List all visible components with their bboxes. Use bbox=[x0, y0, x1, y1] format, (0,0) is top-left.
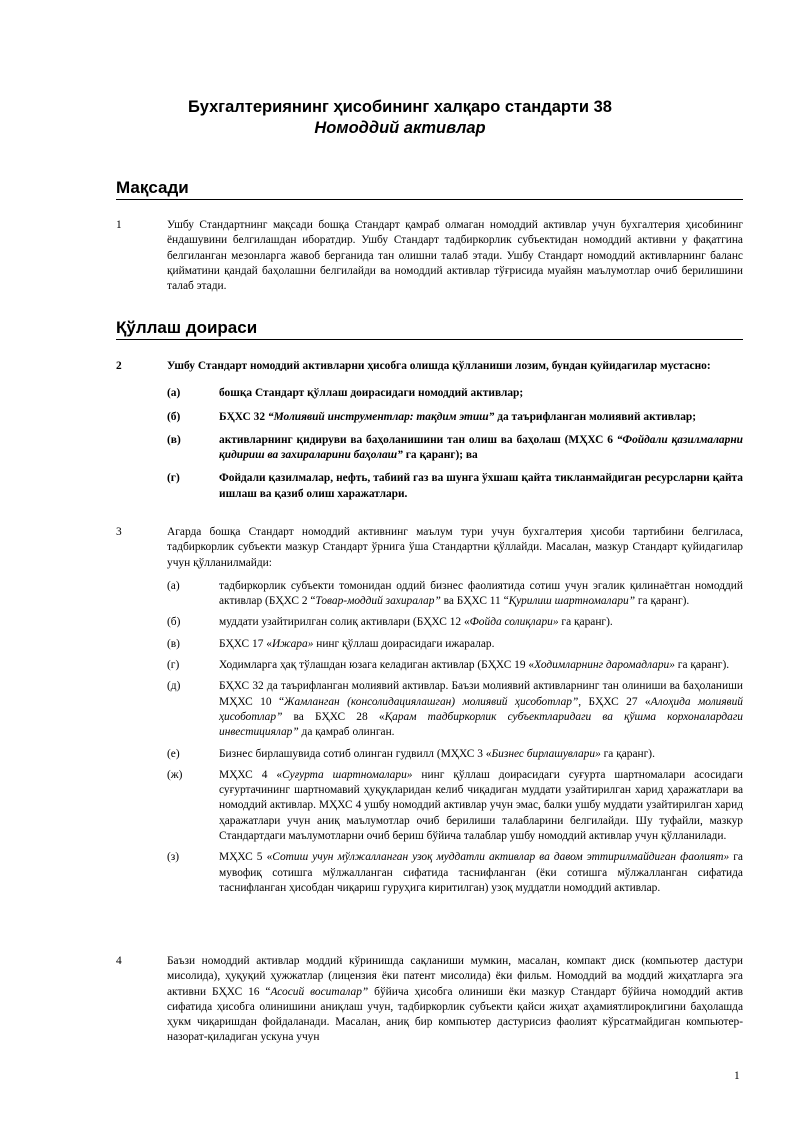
paragraph-2 bbox=[116, 359, 743, 502]
list-item-label: (в) bbox=[167, 637, 180, 650]
list-item bbox=[167, 679, 743, 740]
paragraph-intro: Агарда бошқа Стандарт номоддий активнинг маълум тури учун бухгалтерия ҳисоби тартибини белгиласа, тадбиркорлик субъекти мазкур Стандарт ўрнига ўша Стандартни қўллайди. Масалан, мазкур Стандарт қуйидагилар учун қўлланилмайди: bbox=[167, 526, 743, 569]
section-heading-scope: Қўллаш доираси bbox=[116, 318, 743, 340]
list-item-label: (г) bbox=[167, 472, 180, 485]
citation: Ижара» bbox=[271, 637, 314, 650]
list-item-text: да қамраб олинган. bbox=[298, 726, 395, 739]
paragraph-3 bbox=[116, 525, 743, 896]
list-item-text: да таърифланган молиявий активлар; bbox=[494, 410, 697, 423]
list-item-text: ва БҲХС 28 « bbox=[282, 710, 385, 723]
paragraph-number: 3 bbox=[116, 526, 122, 538]
citation: Фойда солиқлари» bbox=[469, 616, 559, 629]
list-item-text: БҲХС 32 да таърифланган молиявий активлар. Баъзи молиявий активларнинг тан олиниши ва баҳоланиши МҲХС 10 “ bbox=[219, 680, 743, 708]
list-item-label: (а) bbox=[167, 387, 181, 400]
citation: Алоҳида молиявий ҳисоботлар” bbox=[219, 695, 743, 723]
list-item bbox=[167, 637, 743, 652]
list-item-text: га қаранг). bbox=[674, 659, 730, 672]
list-item-label: (г) bbox=[167, 659, 180, 672]
citation: “Молиявий инструментлар: тақдим этиш” bbox=[267, 410, 495, 423]
list-item-label: (з) bbox=[167, 851, 180, 864]
list-item-label: (ж) bbox=[167, 768, 183, 781]
citation: Жамланган (консолидациялашган) молиявий ҳисоботлар” bbox=[284, 695, 579, 708]
citation: Ходимларнинг даромадлари» bbox=[534, 659, 675, 672]
list-item bbox=[167, 768, 743, 844]
list-item-text: Ходимларга ҳақ тўлашдан юзага келадиган активлар (БҲХС 19 « bbox=[219, 659, 535, 672]
list-item bbox=[167, 658, 743, 673]
list-item-label: (д) bbox=[167, 680, 181, 693]
list-item-text: БҲХС 17 « bbox=[219, 637, 272, 650]
list-item bbox=[167, 386, 743, 401]
list-item-text: га қаранг); ва bbox=[402, 449, 478, 462]
list-item-text: МҲХС 4 « bbox=[219, 768, 283, 781]
list-item-text: бошқа Стандарт қўллаш доирасидаги номоддий активлар; bbox=[219, 387, 524, 400]
paragraph-4 bbox=[116, 954, 743, 1046]
list-item-label: (а) bbox=[167, 579, 180, 592]
list-item-text: , БҲХС 27 « bbox=[578, 695, 651, 708]
list-item-text: нинг қўллаш доирасидаги ижаралар. bbox=[313, 637, 495, 650]
list-item-text: Бизнес бирлашувида сотиб олинган гудвилл (МҲХС 3 « bbox=[219, 747, 492, 760]
list-item-label: (е) bbox=[167, 747, 180, 760]
citation: “Фойдали қазилмаларни қидириш ва захираларини баҳолаш” bbox=[219, 433, 743, 462]
list-item bbox=[167, 850, 743, 896]
citation: Сотиш учун мўлжалланган узоқ муддатли активлар ва давом эттирилмайдиган фаолият» bbox=[272, 851, 730, 864]
list-item bbox=[167, 747, 743, 762]
title-line-1: Бухгалтериянинг ҳисобининг халқаро стандарти 38 bbox=[188, 98, 612, 116]
list-item bbox=[167, 410, 743, 425]
paragraph-text: Ушбу Стандартнинг мақсади бошқа Стандарт қамраб олмаган номоддий активлар учун бухгалтерия ҳисобининг ёндашувини белгилашдан иборатдир. Ушбу Стандарт тадбиркорлик субъектидан номоддий активни у фақатгина белгиланган мезонларга жавоб берганида тан олишни талаб этади. Ушбу Стандарт номоддий активларнинг баланс қийматини қандай баҳолашни белгилайди ва номоддий активлар тўғрисида муайян маълумотлар очиб берилишини талаб этади. bbox=[167, 219, 743, 293]
list-item-label: (в) bbox=[167, 433, 181, 446]
paragraph-text: Баъзи номоддий активлар моддий кўринишда сақланиши мумкин, масалан, компакт диск (компьютер дастури мисолида), ҳуқуқий ҳужжатлар (лицензия ёки патент мисолида) ёки фильм. Номоддий ва моддий жиҳатларга эга активни БҲХС 16 “ bbox=[167, 955, 743, 998]
list-item-text: га қаранг). bbox=[600, 747, 655, 760]
paragraph-number: 4 bbox=[116, 955, 122, 967]
section-heading-objective: Мақсади bbox=[116, 178, 743, 200]
list-item-text: га мувофиқ сотишга мўлжалланган сифатида таснифланган (ёки сотишга мўлжалланган сифатида таснифланган ҳисобдан чиқариш гуруҳига киритилган) узоқ муддатли номоддий активлар. bbox=[219, 851, 743, 894]
document-title bbox=[0, 97, 800, 139]
list-item-text: нинг қўллаш доирасидаги суғурта шартномалари асосидаги суғуртачининг шартномавий ҳуқуқларидан келиб чиқадиган муддати узайтирилган харид ҳаражатлари ва номоддий активлар. МҲХС 4 ушбу номоддий активлар учун эмас, балки ушбу муддати узайтирилган харид ҳаражатлари учун аниқ маълумотлар очиб берилиши талабларини белгилайди. Шу туфайли, мазкур Стандартдаги маълумотларни очиб бериш бўйича талаблар ушбу номоддий активлар учун қўлланилади. bbox=[219, 768, 743, 843]
paragraph-number: 1 bbox=[116, 219, 122, 231]
list-item-text: активларнинг қидируви ва баҳоланишини тан олиш ва баҳолаш (МҲХС 6 bbox=[219, 433, 617, 446]
list-item-text: муддати узайтирилган солиқ активлари (БҲХС 12 « bbox=[219, 616, 470, 629]
citation: Товар-моддий захиралар” bbox=[315, 595, 441, 608]
list-item-text: тадбиркорлик субъекти томонидан оддий бизнес фаолиятида сотиш учун эгалик қилинаётган номоддий активлар (БҲХС 2 “ bbox=[219, 579, 743, 608]
list-item-label: (б) bbox=[167, 616, 181, 629]
list-item-label: (б) bbox=[167, 410, 181, 423]
citation: Суғурта шартномалари» bbox=[282, 768, 413, 781]
list-item bbox=[167, 615, 743, 630]
list-item-text: МҲХС 5 « bbox=[219, 851, 273, 864]
list-item bbox=[167, 471, 743, 502]
paragraph-number: 2 bbox=[116, 360, 122, 372]
citation: Қарам тадбиркорлик субъектларидаги ва қўшма корхоналардаги инвестициялар” bbox=[219, 710, 743, 739]
page-number: 1 bbox=[734, 1070, 740, 1082]
list-item-text: га қаранг). bbox=[635, 595, 690, 608]
paragraph-1 bbox=[116, 218, 743, 294]
list-item bbox=[167, 433, 743, 464]
list-item-text: га қаранг). bbox=[558, 616, 613, 629]
paragraph-intro: Ушбу Стандарт номоддий активларни ҳисобга олишда қўлланиши лозим, бундан қуйидагилар мустасно: bbox=[167, 360, 711, 372]
list-item-text: БҲХС 32 bbox=[219, 410, 268, 423]
title-line-2: Номоддий активлар bbox=[314, 119, 486, 137]
citation: Бизнес бирлашувлари» bbox=[491, 747, 601, 760]
paragraph-text: бўйича ҳисобга олиниши ёки мазкур Стандарт бўйича номоддий актив сифатида ҳисобга олинишини аниқлаш учун, тадбиркорлик субъекти қайси жиҳат аҳамиятлироқлигини баҳолашда ҳукм чиқаришдан фойдаланади. Масалан, аниқ бир компьютер дастурисиз фаолият кўрсатмайдиган компьютер-назорат-қиладиган ускуна учун bbox=[167, 985, 743, 1044]
list-item-text: Фойдали қазилмалар, нефть, табиий газ ва шунга ўхшаш қайта тикланмайдиган ресурсларни қайта ишлаш ва қазиб олиш харажатлари. bbox=[219, 472, 743, 500]
list-item-text: ва БҲХС 11 “ bbox=[440, 595, 509, 608]
list-item bbox=[167, 579, 743, 610]
citation: Қурилиш шартномалари” bbox=[508, 595, 636, 608]
citation: Асосий воситалар” bbox=[270, 985, 369, 998]
